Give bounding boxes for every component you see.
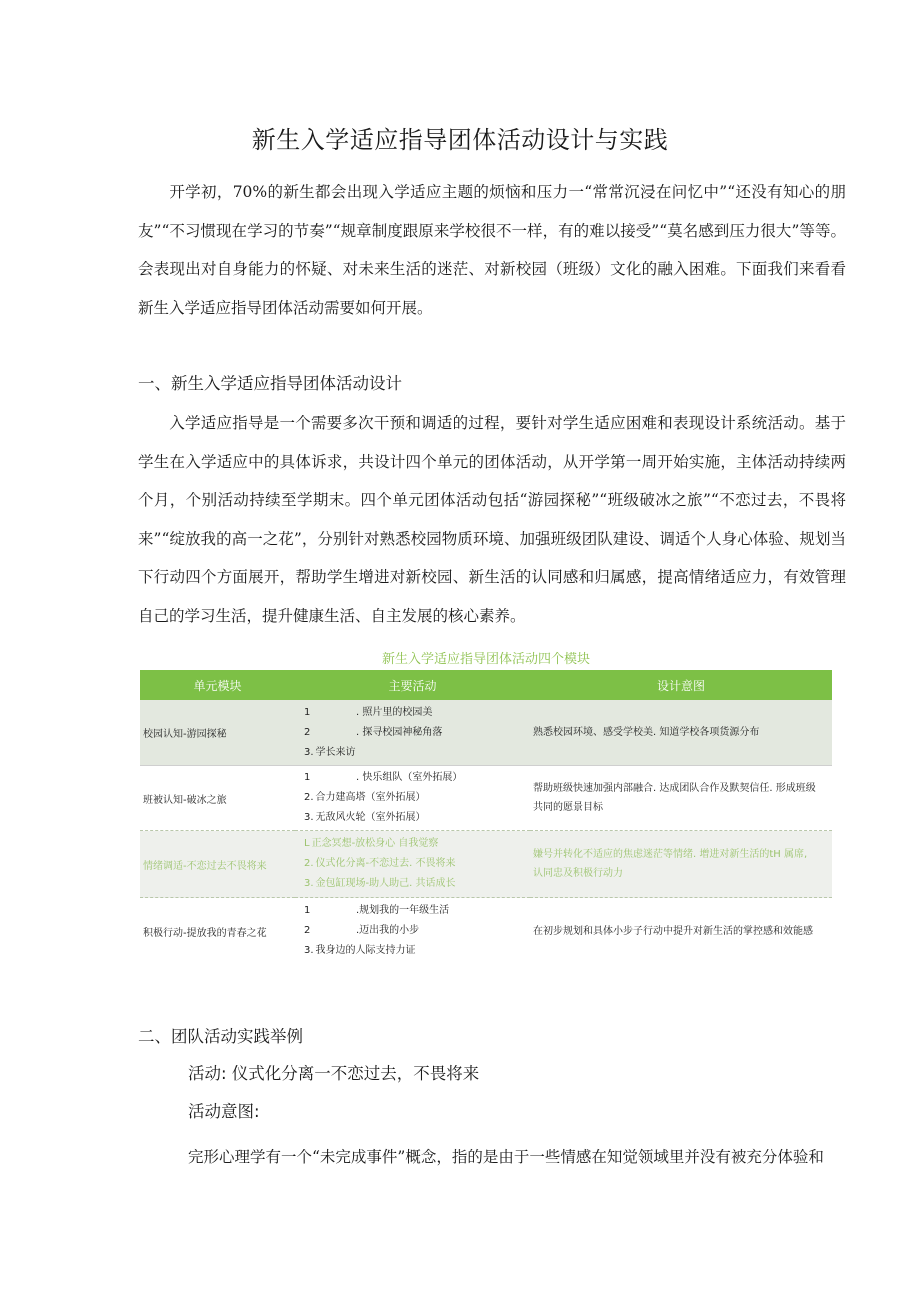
intro-paragraph xyxy=(138,173,846,327)
table-header-module: 单元模块 xyxy=(140,670,295,700)
activity-item: 3. 学长来访 xyxy=(304,746,356,758)
section1-heading: 一、新生入学适应指导团体活动设计 xyxy=(138,374,402,393)
page-title: 新生入学适应指导团体活动设计与实践 xyxy=(251,126,669,154)
section1-text: 入学适应指导是一个需要多次干预和调适的过程，要针对学生适应困难和表现设计系统活动。基于学生在入学适应中的具体诉求，共设计四个单元的团体活动，从开学第一周开始实施，主体活动持续两个月，个别活动持续至学期末。四个单元团体活动包括“游园探秘”“班级破冰之旅”“不恋过去，不畏将来”“绽放我的高一之花”，分别针对熟悉校园物质环境、加强班级团队建设、调适个人身心体验、规划当下行动四个方面展开，帮助学生增进对新校园、新生活的认同感和归属感，提高情绪适应力，有效管理自己的学习生活，提升健康生活、自主发展的核心素养。 xyxy=(138,414,846,625)
module-cell: 积极行动-提放我的青春之花 xyxy=(143,927,267,939)
activity-item: 2. 合力建高塔（室外拓展） xyxy=(304,792,426,803)
activities-cell xyxy=(295,898,530,965)
activity-item: 2. 仪式化分离-不恋过去. 不畏将来 xyxy=(304,858,456,869)
module-cell: 校园认知-游园探秘 xyxy=(140,700,295,766)
intent-cell: 熟悉校园环境、感受学校美. 知道学校各项货源分布 xyxy=(530,700,832,766)
intent-cell: 帮助班级快速加强内部融合. 达成团队合作及默契信任. 形成班级共同的愿景目标 xyxy=(530,766,832,831)
activity-item: 1 . 照片里的校园美 xyxy=(304,706,433,718)
intent-cell: 在初步规划和具体小步子行动中提升对新生活的掌控感和效能感 xyxy=(533,925,813,937)
activities-cell xyxy=(295,700,530,766)
module-cell: 班被认知-破冰之旅 xyxy=(140,766,295,831)
table-row xyxy=(140,700,832,766)
intro-text: 开学初，70%的新生都会出现入学适应主题的烦恼和压力一“常常沉浸在问忆中”“还没有知心的朋友”“不习惯现在学习的节奏”“规章制度跟原来学校很不一样，有的难以接受”“莫名感到压力很大”等等。会表现出对自身能力的怀疑、对未来生活的迷茫、对新校园（班级）文化的融入困难。下面我们来看看新生入学适应指导团体活动需要如何开展。 xyxy=(138,183,846,317)
activity-item: 3. 我身边的人际支持力证 xyxy=(304,945,416,956)
table-header-activities: 主要活动 xyxy=(295,670,530,700)
activity-item: 2 .迈出我的小步 xyxy=(304,925,420,936)
table-header-row xyxy=(140,670,832,700)
module-cell: 情绪调适-不恋过去不畏将来 xyxy=(140,831,295,898)
activities-cell xyxy=(295,766,530,831)
table-row xyxy=(140,898,832,965)
table-header-intent: 设计意图 xyxy=(530,670,832,700)
activity-item: 3. 金包缸现场-助人助己. 共话成长 xyxy=(304,878,456,889)
intent-label: 活动意图: xyxy=(188,1102,260,1121)
activity-item: 2 . 探寻校园神秘角落 xyxy=(304,726,443,738)
activity-title: 活动: 仪式化分离一不恋过去，不畏将来 xyxy=(188,1064,480,1083)
activity-item: 1 .规划我的一年级生活 xyxy=(304,905,450,916)
activity-item: 1 . 快乐组队（室外拓展） xyxy=(304,772,463,783)
table-row xyxy=(140,831,832,898)
intent-cell: 嫌号并转化不适应的焦虑迷茫等情绪. 增进对新生活的tH 属席, 认同忠及积极行动力 xyxy=(530,831,832,898)
table-caption: 新生入学适应指导团体活动四个模块 xyxy=(381,652,590,667)
activity-item: 3. 无敌风火轮（室外拓展） xyxy=(304,812,426,823)
table-row xyxy=(140,766,832,831)
section1-paragraph xyxy=(138,404,846,635)
modules-table xyxy=(140,670,832,964)
section2-heading: 二、团队活动实践举例 xyxy=(138,1027,303,1046)
section2-paragraph: 完形心理学有一个“未完成事件”概念，指的是由于一些情感在知觉领域里并没有被充分体验和 xyxy=(188,1148,824,1166)
activities-cell xyxy=(295,831,530,898)
activity-item: L 正念冥想-放松身心 自我觉察 xyxy=(304,838,439,849)
